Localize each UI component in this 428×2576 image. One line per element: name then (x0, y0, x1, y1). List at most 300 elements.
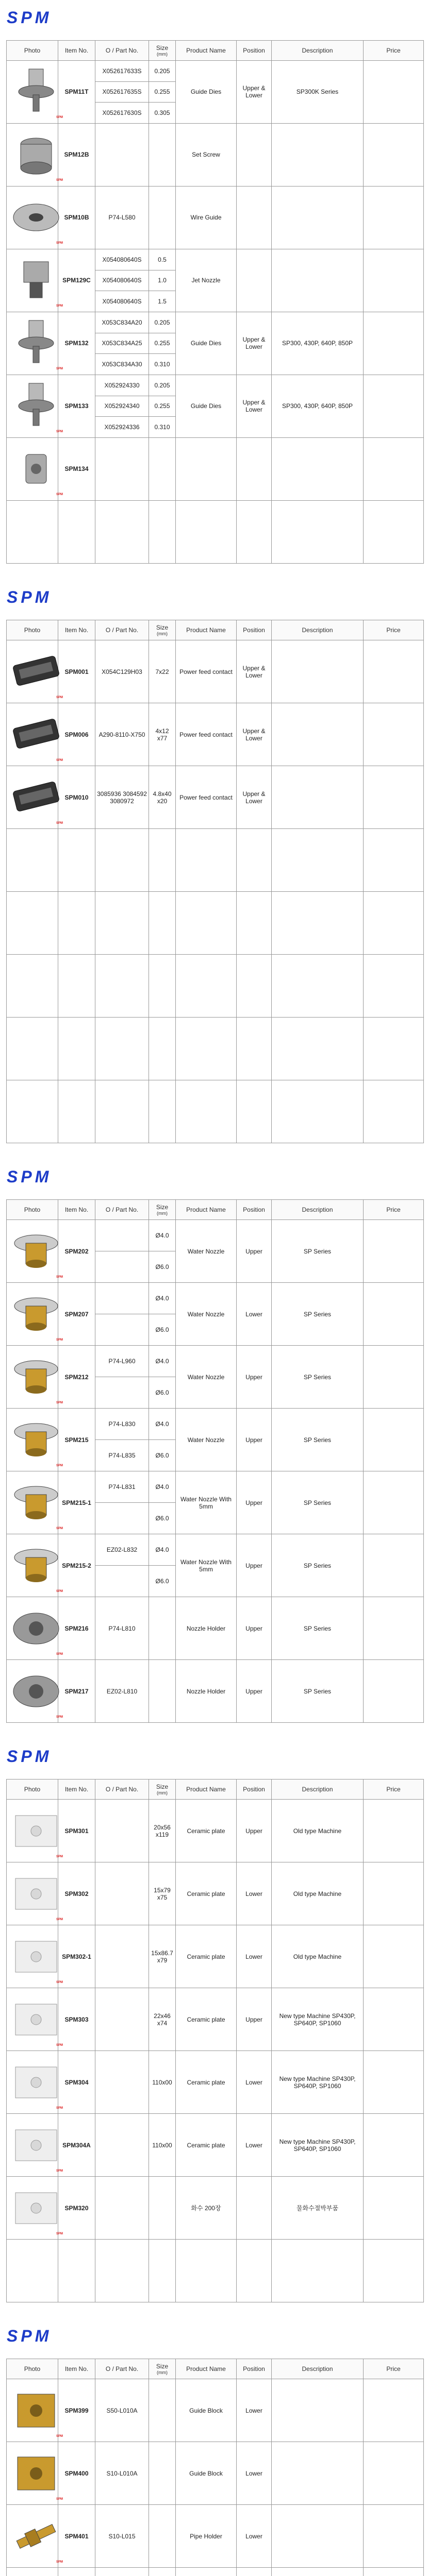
parts-table (6, 1199, 424, 1723)
product-name-cell: Power feed contact (176, 703, 237, 766)
water-nozzle-icon (8, 1286, 64, 1343)
price-cell (364, 249, 424, 312)
description-cell (272, 640, 364, 703)
photo-cell (7, 955, 58, 1018)
part-no-cell (95, 1800, 149, 1862)
position-cell: Upper (237, 1534, 272, 1597)
item-no-cell: SPM006 (58, 703, 95, 766)
product-name-cell: Nozzle Holder (176, 1660, 237, 1723)
part-no-cell (95, 2177, 149, 2240)
item-no-header-label: Item No. (64, 626, 89, 634)
ceramic-plate-icon (8, 2117, 64, 2174)
item-no-cell: SPM134 (58, 437, 95, 500)
table-row (7, 1925, 424, 1988)
size-unit: (mm) (157, 1790, 168, 1795)
size-header (149, 1780, 176, 1800)
nozzle-holder-icon (8, 1600, 64, 1657)
part-no-cell (95, 500, 149, 563)
product-name-cell (176, 829, 237, 892)
part-no-cell: P74-L810 (95, 1597, 149, 1660)
table-row (7, 437, 424, 500)
position-cell (237, 500, 272, 563)
size-cell: 0.305 (149, 103, 176, 124)
product-name-cell: Water Nozzle (176, 1220, 237, 1283)
product-name-cell: Power feed contact (176, 640, 237, 703)
part-no-cell: X052617630S (95, 103, 149, 124)
part-no-cell: X054C129H03 (95, 640, 149, 703)
size-header-label: Size (156, 1783, 169, 1790)
product-name-cell: Water Nozzle (176, 1346, 237, 1409)
product-name-header-label: Product Name (186, 1206, 226, 1213)
part-no-cell: X052924336 (95, 417, 149, 438)
part-no-cell (95, 1503, 149, 1534)
part-no-header (95, 1200, 149, 1220)
position-cell (237, 186, 272, 249)
size-cell: Ø4.0 (149, 1409, 176, 1440)
watermark: SPM (56, 2560, 63, 2564)
position-cell: Lower (237, 1283, 272, 1346)
item-no-cell (58, 892, 95, 955)
product-name-cell: Ceramic plate (176, 1925, 237, 1988)
description-cell: SP Series (272, 1660, 364, 1723)
part-no-cell: P74-L835 (95, 1440, 149, 1471)
position-cell (237, 2568, 272, 2576)
position-cell: Upper (237, 1409, 272, 1471)
table-row (7, 2051, 424, 2114)
position-cell (237, 2240, 272, 2302)
photo-header (7, 1780, 58, 1800)
photo-cell (7, 1800, 63, 1862)
table-row (7, 1597, 424, 1660)
product-photo (8, 1803, 64, 1859)
size-cell: 7x22 (149, 640, 176, 703)
watermark: SPM (56, 1589, 63, 1593)
photo-cell (7, 2051, 63, 2114)
description-header (272, 41, 364, 61)
part-no-cell: X054080640S (95, 270, 149, 291)
watermark: SPM (56, 367, 63, 371)
size-cell (149, 1018, 176, 1080)
size-cell (149, 123, 176, 186)
guide-dies-icon (8, 63, 64, 120)
photo-cell (7, 61, 63, 124)
part-no-cell (95, 2568, 149, 2576)
position-cell (237, 123, 272, 186)
description-cell (272, 2505, 364, 2568)
watermark: SPM (56, 2497, 63, 2501)
catalog-section (0, 0, 428, 577)
position-cell: Lower (237, 2051, 272, 2114)
watermark: SPM (56, 1980, 63, 1984)
table-row (7, 640, 424, 703)
photo-header (7, 41, 58, 61)
part-no-cell (95, 892, 149, 955)
part-no-cell (95, 1566, 149, 1597)
photo-header-label: Photo (24, 626, 41, 634)
price-cell (364, 703, 424, 766)
watermark: SPM (56, 2043, 63, 2047)
water-nozzle-icon (8, 1475, 64, 1531)
power-feed-contact-icon (8, 643, 64, 700)
photo-cell (7, 766, 63, 829)
product-photo (8, 1223, 64, 1280)
photo-cell (7, 1925, 63, 1988)
watermark: SPM (56, 1275, 63, 1279)
description-cell (272, 123, 364, 186)
description-cell: New type Machine SP430P, SP640P, SP1060 (272, 2114, 364, 2177)
description-cell (272, 2379, 364, 2442)
watermark: SPM (56, 2169, 63, 2173)
watermark: SPM (56, 1338, 63, 1342)
position-cell: Upper & Lower (237, 766, 272, 829)
description-cell: SP300, 430P, 640P, 850P (272, 375, 364, 437)
power-feed-contact-icon (8, 706, 64, 763)
photo-cell (7, 2505, 63, 2568)
part-no-cell: S50-L010A (95, 2379, 149, 2442)
product-photo (8, 2571, 64, 2576)
item-no-cell (58, 1018, 95, 1080)
part-no-cell (95, 1080, 149, 1143)
watermark: SPM (56, 2232, 63, 2235)
size-cell (149, 892, 176, 955)
watermark: SPM (56, 1855, 63, 1858)
product-photo (8, 1475, 64, 1531)
table-row (7, 2114, 424, 2177)
size-cell: 0.310 (149, 417, 176, 438)
photo-cell (7, 2442, 63, 2505)
size-header (149, 2359, 176, 2379)
product-name-header (176, 2359, 237, 2379)
ceramic-plate-icon (8, 1866, 64, 1922)
product-photo (8, 1286, 64, 1343)
part-no-cell: S10-L010A (95, 2442, 149, 2505)
part-no-cell (95, 123, 149, 186)
position-cell (237, 892, 272, 955)
item-no-header (58, 1780, 95, 1800)
product-photo (8, 2382, 64, 2439)
table-row (7, 1862, 424, 1925)
product-name-header (176, 620, 237, 640)
table-row (7, 892, 424, 955)
watermark: SPM (56, 1715, 63, 1719)
price-header-label: Price (386, 1786, 401, 1793)
table-row (7, 1471, 424, 1503)
position-cell: Upper (237, 1346, 272, 1409)
photo-cell (7, 249, 63, 312)
part-no-cell: P74-L830 (95, 1409, 149, 1440)
position-cell: Lower (237, 2505, 272, 2568)
size-cell: 15x79 x75 (149, 1862, 176, 1925)
part-no-header-label: O / Part No. (105, 2365, 139, 2372)
photo-cell (7, 2568, 58, 2576)
size-cell: Ø4.0 (149, 1220, 176, 1251)
table-row (7, 2240, 424, 2302)
position-cell (237, 1018, 272, 1080)
item-no-header-label: Item No. (64, 1786, 89, 1793)
product-name-cell: Set Screw (176, 123, 237, 186)
part-no-cell: P74-L580 (95, 186, 149, 249)
item-no-header (58, 2359, 95, 2379)
size-cell: 22x46 x74 (149, 1988, 176, 2051)
part-no-cell: X052617635S (95, 81, 149, 103)
description-header-label: Description (302, 1206, 333, 1213)
photo-header (7, 1200, 58, 1220)
ceramic-plate-icon (8, 1803, 64, 1859)
item-no-cell (58, 829, 95, 892)
table-row (7, 61, 424, 82)
product-photo (8, 2445, 64, 2502)
product-photo (8, 189, 64, 246)
photo-cell (7, 1471, 63, 1534)
size-header (149, 620, 176, 640)
product-photo (8, 1349, 64, 1405)
description-cell (272, 2568, 364, 2576)
item-no-cell: SPM301 (58, 1800, 95, 1862)
watermark: SPM (56, 1918, 63, 1921)
price-cell (364, 1800, 424, 1862)
product-name-cell (176, 892, 237, 955)
price-cell (364, 123, 424, 186)
description-cell: New type Machine SP430P, SP640P, SP1060 (272, 1988, 364, 2051)
price-header (364, 1200, 424, 1220)
brand-logo: SPM (7, 588, 52, 606)
product-name-cell: Guide Dies (176, 61, 237, 124)
item-no-cell: SPM399 (58, 2379, 95, 2442)
product-name-cell: 화수 200장 (176, 2177, 237, 2240)
price-cell (364, 1018, 424, 1080)
size-cell (149, 1080, 176, 1143)
product-name-cell: Guide Dies (176, 375, 237, 437)
product-photo (8, 643, 64, 700)
part-no-cell: X054080640S (95, 291, 149, 312)
price-header (364, 41, 424, 61)
description-cell (272, 249, 364, 312)
description-cell: SP Series (272, 1409, 364, 1471)
product-name-cell (176, 1080, 237, 1143)
table-row (7, 123, 424, 186)
catalog-section (0, 1739, 428, 2316)
item-no-cell: SPM212 (58, 1346, 95, 1409)
photo-cell (7, 703, 63, 766)
item-no-cell: SPM12B (58, 123, 95, 186)
part-no-cell (95, 1283, 149, 1314)
watermark: SPM (56, 2106, 63, 2110)
watermark: SPM (56, 116, 63, 120)
position-cell: Lower (237, 2379, 272, 2442)
item-no-cell: SPM132 (58, 312, 95, 375)
product-photo (8, 2180, 64, 2236)
jet-nozzle-icon (8, 252, 64, 309)
photo-cell (7, 1597, 63, 1660)
product-name-header-label: Product Name (186, 2365, 226, 2372)
position-cell: Upper & Lower (237, 61, 272, 124)
part-no-cell (95, 2114, 149, 2177)
price-cell (364, 1534, 424, 1597)
price-cell (364, 1471, 424, 1534)
product-photo (8, 2508, 64, 2565)
watermark: SPM (56, 821, 63, 825)
size-cell (149, 955, 176, 1018)
catalog-section (0, 1159, 428, 1736)
part-no-cell: P74-L960 (95, 1346, 149, 1377)
description-cell: SP Series (272, 1220, 364, 1283)
position-cell: Upper & Lower (237, 703, 272, 766)
price-header (364, 620, 424, 640)
table-row (7, 249, 424, 270)
part-no-cell (95, 1314, 149, 1346)
size-cell: Ø6.0 (149, 1314, 176, 1346)
product-photo (8, 2054, 64, 2111)
part-no-header (95, 2359, 149, 2379)
size-cell: 0.5 (149, 249, 176, 270)
position-header (237, 41, 272, 61)
description-cell: SP Series (272, 1346, 364, 1409)
size-cell: Ø6.0 (149, 1377, 176, 1409)
price-cell (364, 1080, 424, 1143)
part-no-cell (95, 1251, 149, 1283)
brand-logo: SPM (7, 1167, 52, 1186)
position-cell: Lower (237, 1862, 272, 1925)
description-header (272, 1200, 364, 1220)
position-cell: Upper & Lower (237, 375, 272, 437)
table-row (7, 955, 424, 1018)
table-row (7, 1283, 424, 1314)
ceramic-plate-icon (8, 1991, 64, 2048)
parts-table (6, 1779, 424, 2302)
part-no-cell: X052924330 (95, 375, 149, 396)
product-name-header (176, 1200, 237, 1220)
size-cell: 0.310 (149, 354, 176, 375)
position-cell (237, 1080, 272, 1143)
size-header-label: Size (156, 1204, 169, 1211)
item-no-cell (58, 955, 95, 1018)
photo-cell (7, 375, 63, 437)
price-cell (364, 1283, 424, 1346)
guide-block-icon (8, 2382, 64, 2439)
product-name-header-label: Product Name (186, 47, 226, 54)
price-cell (364, 1925, 424, 1988)
item-no-cell: SPM129C (58, 249, 95, 312)
description-cell: Old type Machine (272, 1800, 364, 1862)
photo-cell (7, 1862, 63, 1925)
size-cell: 0.205 (149, 312, 176, 333)
product-photo (8, 1866, 64, 1922)
product-photo (8, 315, 64, 371)
item-no-cell: SPM001 (58, 640, 95, 703)
description-cell: SP Series (272, 1597, 364, 1660)
price-cell (364, 312, 424, 375)
product-photo (8, 706, 64, 763)
price-cell (364, 500, 424, 563)
photo-cell (7, 437, 63, 500)
size-cell (149, 2568, 176, 2576)
description-cell: New type Machine SP430P, SP640P, SP1060 (272, 2051, 364, 2114)
size-cell: 110x00 (149, 2114, 176, 2177)
part-no-header-label: O / Part No. (105, 47, 139, 54)
position-header-label: Position (243, 2365, 265, 2372)
size-cell: 15x86.7 x79 (149, 1925, 176, 1988)
price-cell (364, 1597, 424, 1660)
size-unit: (mm) (157, 1211, 168, 1216)
nozzle-holder-icon (8, 1663, 64, 1720)
guide-dies-icon (8, 315, 64, 371)
ceramic-plate-icon (8, 2054, 64, 2111)
position-cell (237, 249, 272, 312)
item-no-header-label: Item No. (64, 1206, 89, 1213)
part-no-cell (95, 1988, 149, 2051)
table-header-row (7, 620, 424, 640)
position-header (237, 1200, 272, 1220)
description-header-label: Description (302, 2365, 333, 2372)
watermark: SPM (56, 242, 63, 245)
photo-cell (7, 2379, 63, 2442)
size-header (149, 1200, 176, 1220)
position-header-label: Position (243, 1206, 265, 1213)
product-name-header (176, 41, 237, 61)
item-no-cell: SPM010 (58, 766, 95, 829)
product-name-cell: Water Nozzle (176, 1283, 237, 1346)
position-header-label: Position (243, 47, 265, 54)
part-no-header (95, 620, 149, 640)
description-cell: SP Series (272, 1534, 364, 1597)
set-screw-icon (8, 126, 64, 183)
watermark: SPM (56, 696, 63, 699)
price-cell (364, 2379, 424, 2442)
item-no-cell: SPM320 (58, 2177, 95, 2240)
price-cell (364, 766, 424, 829)
table-row (7, 2442, 424, 2505)
description-cell (272, 437, 364, 500)
size-cell: 20x56 x119 (149, 1800, 176, 1862)
product-photo (8, 769, 64, 826)
description-cell: SP Series (272, 1471, 364, 1534)
part-no-header-label: O / Part No. (105, 1206, 139, 1213)
position-cell: Upper & Lower (237, 312, 272, 375)
position-cell: Upper (237, 1800, 272, 1862)
size-cell: Ø4.0 (149, 1471, 176, 1503)
part-no-header (95, 1780, 149, 1800)
part-no-cell: X052617633S (95, 61, 149, 82)
catalog-section (0, 580, 428, 1157)
product-photo (8, 63, 64, 120)
size-cell: 0.255 (149, 396, 176, 417)
product-photo (8, 1600, 64, 1657)
part-no-cell: X052924340 (95, 396, 149, 417)
photo-cell (7, 312, 63, 375)
position-cell: Lower (237, 1925, 272, 1988)
power-feed-contact-icon (8, 769, 64, 826)
position-header (237, 1780, 272, 1800)
ceramic-plate-icon (8, 1928, 64, 1985)
photo-cell (7, 640, 63, 703)
product-photo (8, 1412, 64, 1468)
size-cell: 4x12 x77 (149, 703, 176, 766)
table-row (7, 2177, 424, 2240)
size-cell: 0.205 (149, 61, 176, 82)
size-cell: 0.255 (149, 333, 176, 354)
table-header-row (7, 1200, 424, 1220)
parts-table (6, 620, 424, 1143)
price-cell (364, 955, 424, 1018)
photo-cell (7, 1988, 63, 2051)
item-no-cell: SPM217 (58, 1660, 95, 1723)
product-name-cell (176, 2568, 237, 2576)
table-row (7, 1660, 424, 1723)
part-no-cell: S10-L015 (95, 2505, 149, 2568)
product-name-cell: Water Nozzle (176, 1409, 237, 1471)
part-no-cell (95, 955, 149, 1018)
photo-header-label: Photo (24, 2365, 41, 2372)
